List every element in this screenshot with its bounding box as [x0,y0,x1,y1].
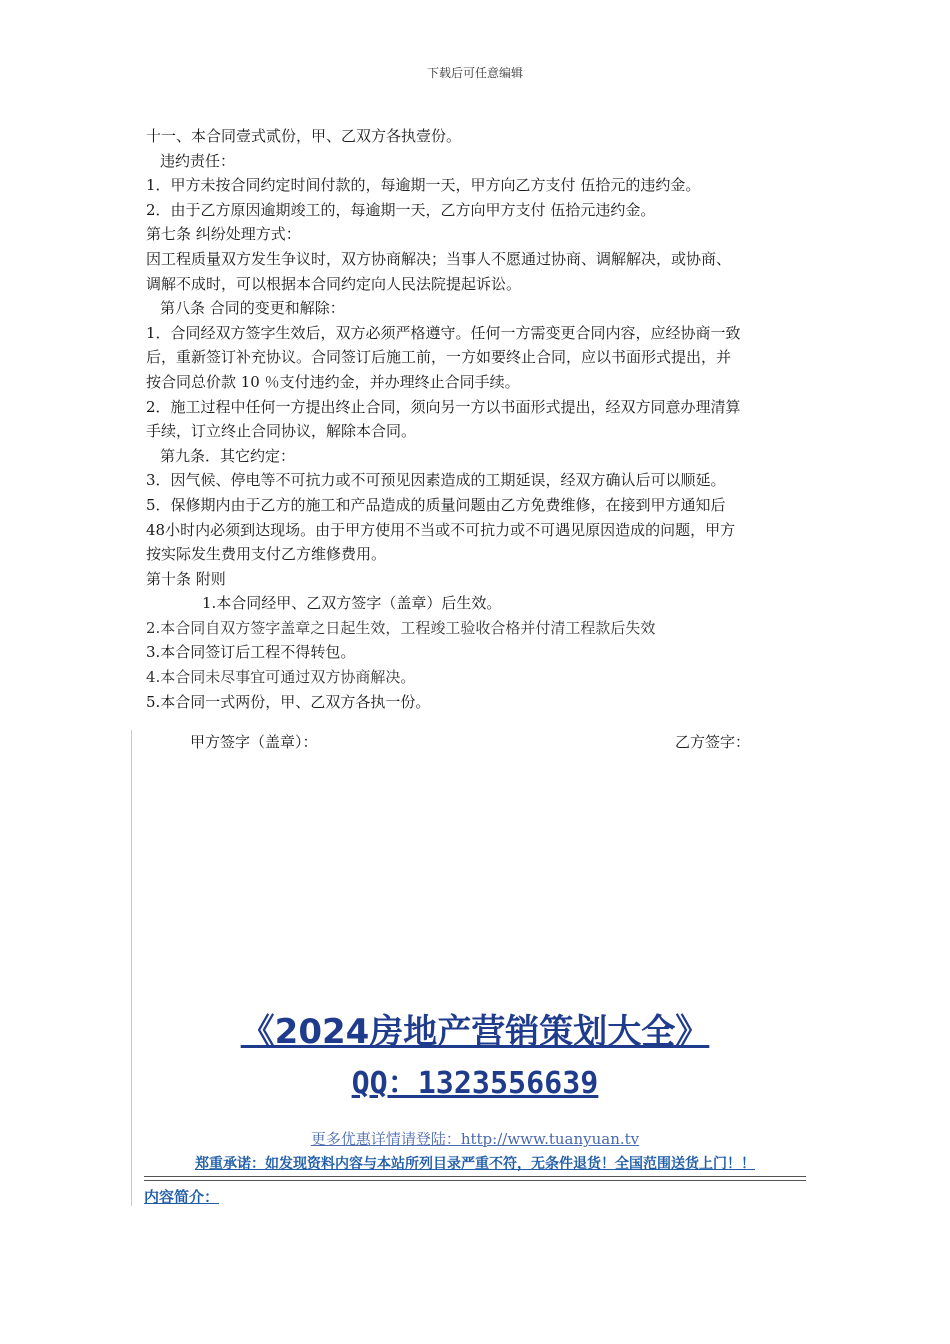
promo-promise-link[interactable]: 郑重承诺：如发现资料内容与本站所列目录严重不符，无条件退货！全国范围送货上门！！ [195,1156,755,1172]
article-eight-item-1a: 1．合同经双方签字生效后，双方必须严格遵守。任何一方需变更合同内容，应经协商一致 [146,323,741,342]
page-header: 下载后可任意编辑 [426,66,523,80]
article-nine-item-3: 3．因气候、停电等不可抗力或不可预见因素造成的工期延误，经双方确认后可以顺延。 [146,471,726,490]
article-ten-item-4: 4.本合同未尽事宜可通过双方协商解决。 [146,668,416,687]
article-seven-text-1: 因工程质量双方发生争议时，双方协商解决；当事人不愿通过协商、调解解决，或协商、 [146,249,732,268]
intro-label-link[interactable]: 内容简介： [144,1188,220,1206]
party-a-signature-label: 甲方签字（盖章）： [190,733,318,751]
article-eight-item-1c: 按合同总价款 10 ％支付违约金，并办理终止合同手续。 [146,372,520,391]
article-seven-heading: 第七条 纠纷处理方式： [146,225,301,244]
article-ten-item-3: 3.本合同签订后工程不得转包。 [146,643,356,662]
article-ten-heading: 第十条 附则 [146,569,226,588]
promo-title-link[interactable]: 《2024房地产营销策划大全》 [240,1012,710,1052]
party-b-signature-label: 乙方签字： [674,733,750,751]
divider-top [144,1176,806,1177]
article-eight-heading: 第八条 合同的变更和解除： [160,299,345,318]
signature-row [190,731,750,752]
breach-item-1: 1．甲方未按合同约定时间付款的，每逾期一天，甲方向乙方支付 伍拾元的违约金。 [146,176,701,195]
article-nine-item-5c: 按实际发生费用支付乙方维修费用。 [146,545,387,564]
clause-eleven: 十一、本合同壹式贰份，甲、乙双方各执壹份。 [146,127,462,145]
promo-qq-link[interactable]: QQ：1323556639 [351,1066,599,1101]
article-eight-item-1b: 后，重新签订补充协议。合同签订后施工前，一方如要终止合同，应以书面形式提出，并 [146,348,732,367]
article-eight-item-2b: 手续，订立终止合同协议，解除本合同。 [146,422,417,441]
breach-item-2: 2．由于乙方原因逾期竣工的，每逾期一天，乙方向甲方支付 伍拾元违约金。 [146,200,656,219]
article-seven-text-2: 调解不成时，可以根据本合同约定向人民法院提起诉讼。 [146,274,522,293]
article-nine-heading: 第九条．其它约定： [160,446,296,465]
article-nine-item-5a: 5．保修期内由于乙方的施工和产品造成的质量问题由乙方免费维修，在接到甲方通知后 [146,495,726,514]
article-eight-item-2a: 2．施工过程中任何一方提出终止合同，须向另一方以书面形式提出，经双方同意办理清算 [146,397,741,416]
article-nine-item-5b: 48小时内必须到达现场。由于甲方使用不当或不可抗力或不可遇见原因造成的问题，甲方 [146,520,736,539]
section-breach-liability: 违约责任： [160,151,236,170]
article-ten-item-2: 2.本合同自双方签字盖章之日起生效，工程竣工验收合格并付清工程款后失效 [146,618,656,637]
article-ten-item-1: 1.本合同经甲、乙双方签字（盖章）后生效。 [202,594,502,613]
divider-bottom [144,1180,806,1181]
article-ten-item-5: 5.本合同一式两份，甲、乙双方各执一份。 [146,692,431,711]
promo-more-link[interactable]: 更多优惠详情请登陆：http://www.tuanyuan.tv [310,1130,640,1148]
contract-body [146,124,814,714]
